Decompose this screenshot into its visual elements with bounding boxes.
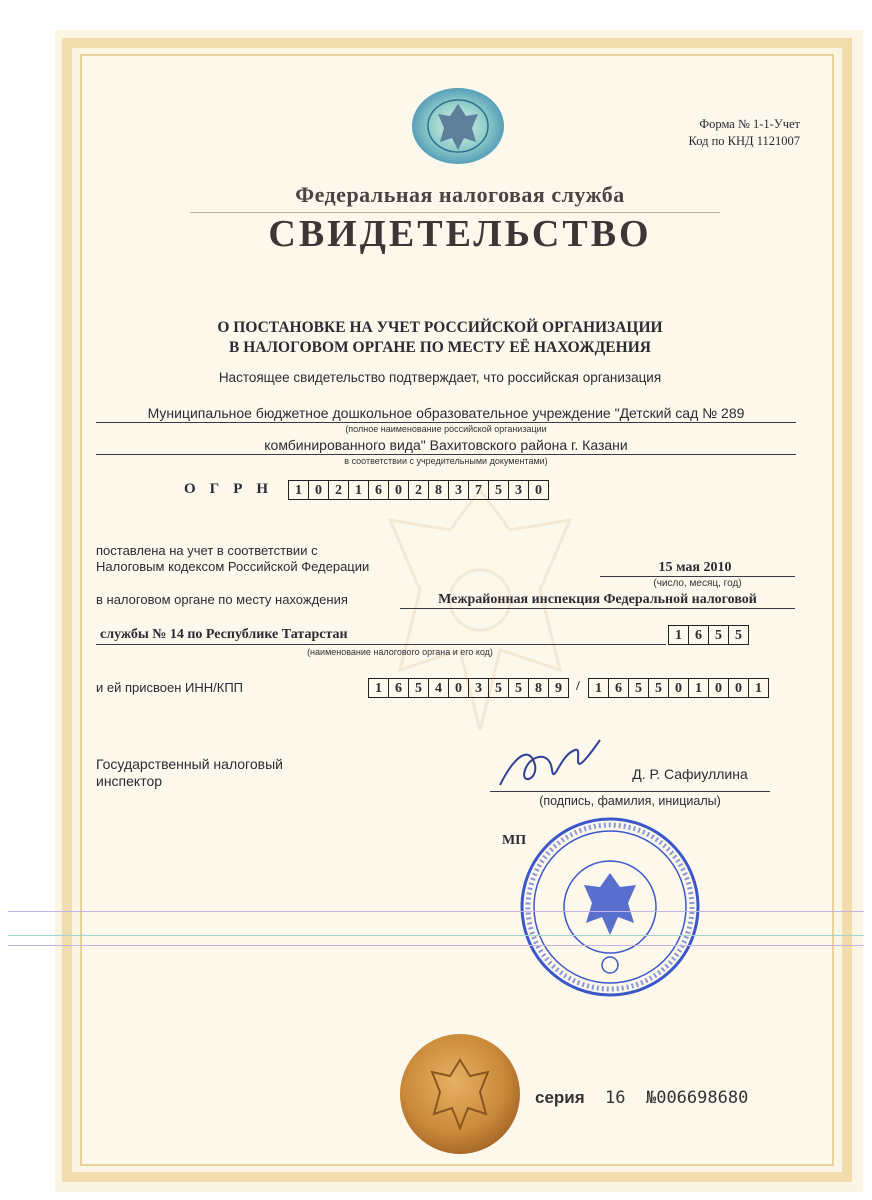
organization-hint-2: в соответствии с учредительными документами) — [344, 456, 548, 466]
ogrn-label: ОГРН — [184, 481, 283, 497]
knd-code: Код по КНД 1121007 — [688, 134, 800, 148]
scan-artifact-line — [8, 945, 864, 946]
form-number: Форма № 1-1-Учет — [699, 117, 800, 131]
kpp-digits — [588, 678, 768, 698]
authority-rule-1 — [400, 608, 795, 609]
signature-icon — [490, 735, 610, 795]
authority-name-line-2: службы № 14 по Республике Татарстан — [100, 627, 348, 642]
inn-digit-box: 9 — [548, 678, 569, 698]
signature-rule — [490, 791, 770, 792]
subtitle-line-2: В НАЛОГОВОМ ОРГАНЕ ПО МЕСТУ ЕЁ НАХОЖДЕНИЯ — [229, 339, 651, 356]
inspector-name: Д. Р. Сафиуллина — [632, 766, 748, 782]
subtitle-line-1: О ПОСТАНОВКЕ НА УЧЕТ РОССИЙСКОЙ ОРГАНИЗАЦИИ — [217, 319, 663, 336]
inn-kpp-separator: / — [576, 679, 580, 694]
ogrn-digit-box: 2 — [328, 480, 349, 500]
kpp-digit-box: 6 — [608, 678, 629, 698]
kpp-digit-box: 5 — [628, 678, 649, 698]
authority-name-line-1: Межрайонная инспекция Федеральной налоговой — [438, 592, 757, 607]
kpp-digit-box: 0 — [668, 678, 689, 698]
hologram-emblem-icon — [410, 86, 506, 166]
tax-inspection-stamp-icon — [518, 815, 702, 999]
form-number-block — [620, 116, 800, 150]
ogrn-digit-box: 3 — [448, 480, 469, 500]
ogrn-digit-box: 8 — [428, 480, 449, 500]
scan-artifact-line — [8, 911, 864, 912]
organization-hint-1: (полное наименование российской организации — [345, 424, 547, 434]
scan-artifact-line — [8, 935, 864, 936]
gold-seal-icon — [398, 1032, 522, 1156]
organization-name-line-1: Муниципальное бюджетное дошкольное образовательное учреждение "Детский сад № 289 — [147, 405, 745, 421]
inn-digit-box: 1 — [368, 678, 389, 698]
inn-digit-box: 5 — [408, 678, 429, 698]
inspector-title-line-1: Государственный налоговый — [96, 756, 283, 772]
authority-hint: (наименование налогового органа и его код) — [307, 647, 493, 657]
inspector-title — [96, 756, 283, 790]
authority-rule-2 — [96, 644, 666, 645]
inn-digit-box: 5 — [508, 678, 529, 698]
ogrn-digits — [288, 480, 548, 500]
inn-digit-box: 8 — [528, 678, 549, 698]
date-hint: (число, месяц, год) — [653, 578, 742, 589]
ogrn-digit-box: 0 — [528, 480, 549, 500]
document-title: СВИДЕТЕЛЬСТВО — [268, 213, 652, 255]
ogrn-digit-box: 1 — [348, 480, 369, 500]
series-value-and-number — [605, 1088, 748, 1108]
ogrn-digit-box: 0 — [308, 480, 329, 500]
ogrn-digit-box: 7 — [468, 480, 489, 500]
kpp-digit-box: 1 — [748, 678, 769, 698]
ogrn-digit-box: 2 — [408, 480, 429, 500]
inn-digit-box: 5 — [488, 678, 509, 698]
series-value: 16 — [605, 1088, 626, 1108]
kpp-digit-box: 0 — [728, 678, 749, 698]
kpp-digit-box: 1 — [688, 678, 709, 698]
signature-hint: (подпись, фамилия, инициалы) — [539, 794, 721, 808]
registration-line-2: Налоговым кодексом Российской Федерации — [96, 559, 370, 574]
organization-name-line-2: комбинированного вида" Вахитовского района г. Казани — [264, 437, 628, 453]
kpp-digit-box: 0 — [708, 678, 729, 698]
inn-digit-box: 6 — [388, 678, 409, 698]
organization-rule-2 — [96, 454, 796, 455]
authority-code-digit-box: 6 — [688, 625, 709, 645]
inn-digit-box: 4 — [428, 678, 449, 698]
ogrn-digit-box: 1 — [288, 480, 309, 500]
authority-code-digit-box: 1 — [668, 625, 689, 645]
agency-name: Федеральная налоговая служба — [295, 182, 625, 207]
confirm-text: Настоящее свидетельство подтверждает, что российская организация — [218, 370, 662, 385]
watermark-coat-of-arms-icon — [380, 470, 580, 750]
certificate-number: №006698680 — [645, 1088, 749, 1108]
kpp-digit-box: 5 — [648, 678, 669, 698]
inn-digit-box: 3 — [468, 678, 489, 698]
inn-kpp-label: и ей присвоен ИНН/КПП — [96, 680, 244, 695]
document-subtitle — [160, 318, 720, 358]
organization-rule-1 — [96, 422, 796, 423]
authority-code-digit-box: 5 — [708, 625, 729, 645]
authority-code — [668, 625, 748, 645]
ogrn-digit-box: 0 — [388, 480, 409, 500]
inn-digits — [368, 678, 568, 698]
authority-label: в налоговом органе по месту нахождения — [96, 592, 348, 607]
ogrn-digit-box: 3 — [508, 480, 529, 500]
inspector-title-line-2: инспектор — [96, 773, 163, 789]
kpp-digit-box: 1 — [588, 678, 609, 698]
series-label: серия — [535, 1088, 585, 1107]
authority-code-digit-box: 5 — [728, 625, 749, 645]
registration-line-1: поставлена на учет в соответствии с — [96, 543, 318, 558]
stamp-place: МП — [502, 833, 527, 848]
inn-digit-box: 0 — [448, 678, 469, 698]
ogrn-digit-box: 5 — [488, 480, 509, 500]
ogrn-digit-box: 6 — [368, 480, 389, 500]
registration-date: 15 мая 2010 — [658, 560, 732, 575]
date-rule — [600, 576, 795, 577]
